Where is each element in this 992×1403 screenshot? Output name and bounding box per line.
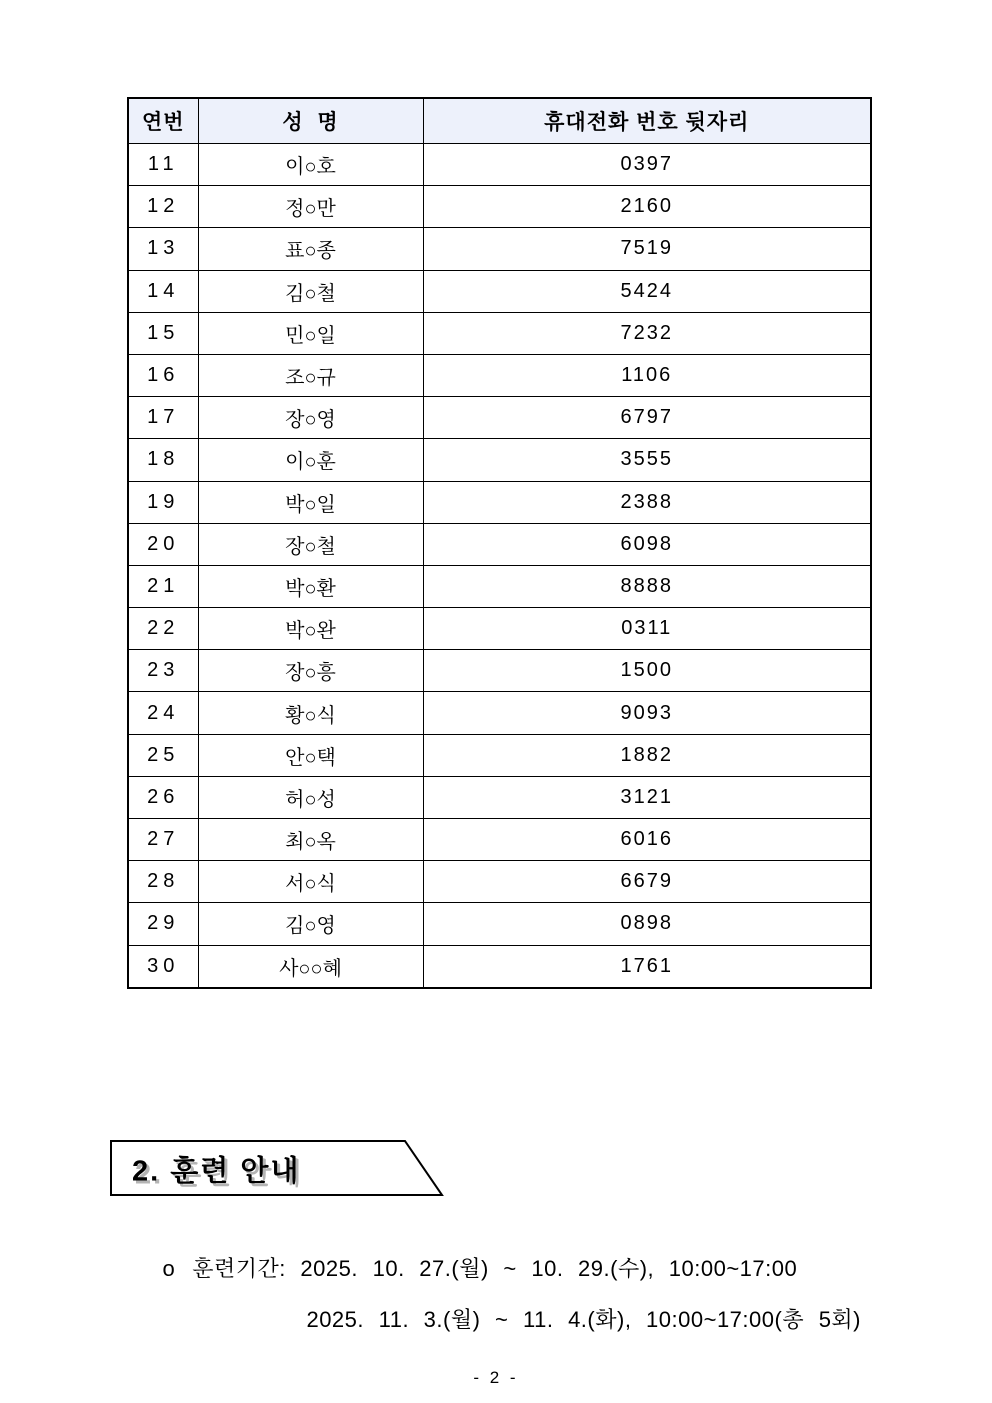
- table-row: [128, 312, 871, 354]
- cell-name: 박○환: [198, 565, 423, 607]
- table-row: [128, 228, 871, 270]
- training-period-text-2: 2025. 11. 3.(월) ~ 11. 4.(화), 10:00~17:00(총 5회): [306, 1307, 862, 1332]
- cell-phone: 6016: [423, 819, 871, 861]
- table-row: [128, 903, 871, 945]
- table-row: [128, 481, 871, 523]
- table-row: [128, 186, 871, 228]
- cell-seq: 11: [128, 144, 198, 186]
- cell-phone: 5424: [423, 270, 871, 312]
- cell-seq: 15: [128, 312, 198, 354]
- cell-phone: 8888: [423, 565, 871, 607]
- table-row: [128, 819, 871, 861]
- cell-seq: 30: [128, 945, 198, 988]
- cell-phone: 6797: [423, 397, 871, 439]
- cell-phone: 7519: [423, 228, 871, 270]
- cell-seq: 27: [128, 819, 198, 861]
- cell-name: 황○식: [198, 692, 423, 734]
- table-row: [128, 734, 871, 776]
- cell-name: 박○완: [198, 608, 423, 650]
- cell-name: 민○일: [198, 312, 423, 354]
- table-row: [128, 945, 871, 988]
- table-row: [128, 650, 871, 692]
- cell-seq: 13: [128, 228, 198, 270]
- header-phone: 휴대전화 번호 뒷자리: [423, 98, 871, 144]
- cell-seq: 25: [128, 734, 198, 776]
- cell-phone: 1106: [423, 354, 871, 396]
- cell-seq: 20: [128, 523, 198, 565]
- table-row: [128, 565, 871, 607]
- cell-phone: 0397: [423, 144, 871, 186]
- cell-name: 김○영: [198, 903, 423, 945]
- section-2-title: 2. 훈련 안내: [132, 1155, 301, 1187]
- cell-name: 표○종: [198, 228, 423, 270]
- training-period-text-1: 훈련기간: 2025. 10. 27.(월) ~ 10. 29.(수), 10:00~17:00: [192, 1256, 798, 1281]
- header-row: [128, 98, 871, 144]
- table-row: [128, 354, 871, 396]
- table-row: [128, 608, 871, 650]
- roster-table: [127, 97, 872, 989]
- page-number: - 2 -: [473, 1368, 519, 1387]
- section-2-banner: [110, 1140, 444, 1197]
- table-row: [128, 270, 871, 312]
- cell-name: 이○호: [198, 144, 423, 186]
- cell-name: 장○철: [198, 523, 423, 565]
- training-period-line-2: [248, 1277, 861, 1360]
- cell-phone: 7232: [423, 312, 871, 354]
- cell-seq: 24: [128, 692, 198, 734]
- cell-name: 박○일: [198, 481, 423, 523]
- cell-seq: 22: [128, 608, 198, 650]
- cell-seq: 17: [128, 397, 198, 439]
- table-row: [128, 692, 871, 734]
- roster-table-body: [128, 144, 871, 988]
- table-row: [128, 523, 871, 565]
- cell-seq: 19: [128, 481, 198, 523]
- cell-name: 안○택: [198, 734, 423, 776]
- cell-name: 이○훈: [198, 439, 423, 481]
- cell-phone: 3121: [423, 776, 871, 818]
- cell-seq: 14: [128, 270, 198, 312]
- cell-phone: 2160: [423, 186, 871, 228]
- cell-phone: 1882: [423, 734, 871, 776]
- cell-seq: 18: [128, 439, 198, 481]
- cell-name: 서○식: [198, 861, 423, 903]
- cell-name: 조○규: [198, 354, 423, 396]
- cell-seq: 21: [128, 565, 198, 607]
- cell-phone: 9093: [423, 692, 871, 734]
- table-row: [128, 397, 871, 439]
- cell-seq: 26: [128, 776, 198, 818]
- cell-phone: 0898: [423, 903, 871, 945]
- table-row: [128, 861, 871, 903]
- header-name: 성 명: [198, 98, 423, 144]
- table-row: [128, 439, 871, 481]
- cell-seq: 16: [128, 354, 198, 396]
- cell-seq: 29: [128, 903, 198, 945]
- cell-name: 사○○혜: [198, 945, 423, 988]
- cell-seq: 12: [128, 186, 198, 228]
- cell-phone: 3555: [423, 439, 871, 481]
- cell-phone: 1761: [423, 945, 871, 988]
- table-row: [128, 144, 871, 186]
- cell-name: 정○만: [198, 186, 423, 228]
- cell-name: 최○옥: [198, 819, 423, 861]
- roster-table-header: [128, 98, 871, 144]
- cell-seq: 28: [128, 861, 198, 903]
- cell-name: 장○영: [198, 397, 423, 439]
- cell-phone: 6679: [423, 861, 871, 903]
- cell-phone: 6098: [423, 523, 871, 565]
- cell-name: 김○철: [198, 270, 423, 312]
- cell-phone: 0311: [423, 608, 871, 650]
- cell-seq: 23: [128, 650, 198, 692]
- cell-phone: 1500: [423, 650, 871, 692]
- cell-name: 장○흥: [198, 650, 423, 692]
- header-seq: 연번: [128, 98, 198, 144]
- cell-phone: 2388: [423, 481, 871, 523]
- table-row: [128, 776, 871, 818]
- cell-name: 허○성: [198, 776, 423, 818]
- bullet-marker: o: [162, 1256, 176, 1281]
